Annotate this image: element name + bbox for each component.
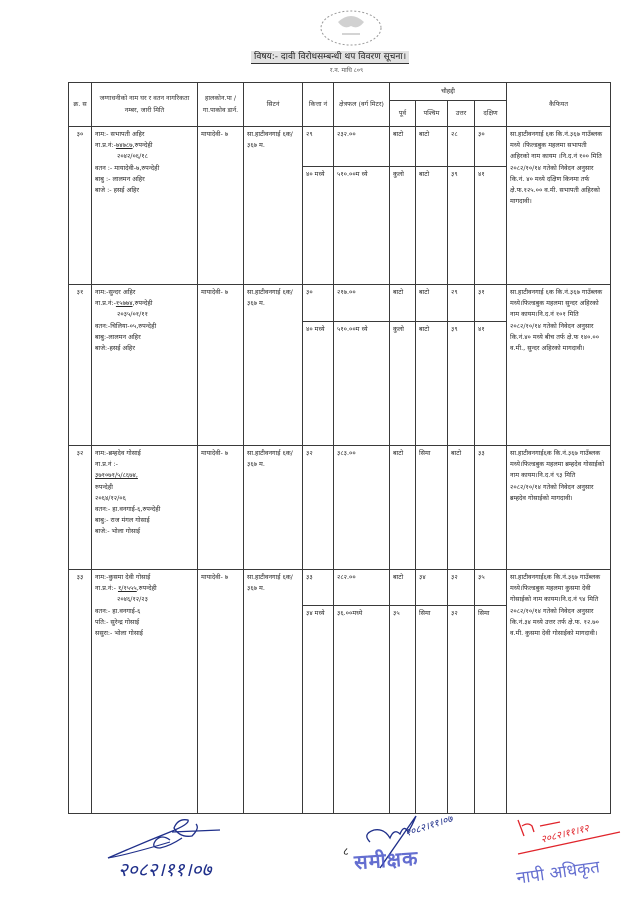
office-stamp-emblem	[318, 8, 384, 48]
row-owner	[92, 285, 198, 446]
signature-officer-date: २०८२।११।१२	[539, 823, 591, 846]
owner-husband: पति:- सुरेन्द्र गोसाई	[95, 617, 140, 626]
reviewer-stamp: समीक्षक	[353, 845, 420, 875]
parcel-kitta: ३०	[303, 285, 334, 322]
citizenship-label: ना.प्र.नं:-	[95, 141, 116, 150]
parcel-north: बाटो	[448, 446, 475, 570]
header-kitta: कित्ता नं	[303, 83, 334, 127]
parcel-area: ५१०.००म ध्ये	[334, 322, 390, 446]
parcel-kitta: ४० मध्ये	[303, 322, 334, 446]
owner-address: वतन :- मायादेवी-७,रुपन्देही	[95, 163, 160, 172]
header-remarks: कैफियत	[507, 83, 611, 127]
header-boundary: चौहद्दी	[390, 83, 507, 101]
row-remarks: सा.हाटीवनगाई६क कि.नं.३६७ गाउँब्लक मध्ये।फिल्डबुक महलमा ब्रम्हदेव गोसाईको नाम कायम।नि.द.नं ९३ मिति २०८२/१०/१४ गतेको निवेदन अनुसार ब्रम्हदेव गोसाईको मागदावी।	[507, 446, 611, 570]
parcel-north: ३९	[448, 322, 475, 446]
owner-father-in-law: ससुरा:- भोला गोसाई	[95, 629, 143, 638]
parcel-area: २३२.००	[334, 127, 390, 167]
parcel-kitta: ३२	[303, 446, 334, 570]
parcel-east: ३५	[390, 606, 416, 814]
header-west: पश्चिम	[416, 101, 448, 127]
header-sn: क्र. स	[69, 83, 92, 127]
signature-officer	[510, 812, 640, 902]
parcel-kitta: २९	[303, 127, 334, 167]
row-sn: ३१	[69, 285, 92, 446]
parcel-east: बाटो	[390, 285, 416, 322]
parcel-area: २१७.००	[334, 285, 390, 322]
parcel-east: बाटो	[390, 127, 416, 167]
parcel-south: ३०	[475, 127, 507, 167]
received-stamp: र.न. माधि ८०९	[330, 67, 364, 74]
parcel-east: कुलो	[390, 322, 416, 446]
parcel-area: ३८३.००	[334, 446, 390, 570]
row-owner	[92, 446, 198, 570]
parcel-west: सिमा	[416, 446, 448, 570]
owner-father: बाबु :- लालमन अहिर	[95, 174, 145, 183]
row-remarks: सा.हाटीवनगाई ६क कि.नं.३६७ गाउँब्लक मध्ये ।फिल्डबुक महलमा सभापती अहिरको नाम कायम ।नि.द.नं १०० मिति २०८२/१०/१४ गतेको निवेदन अनुसार कि.नं. ४० मध्ये दक्षिण किनमा तर्फ क्षे.फ.१२५.०० व.मी. सभापती अहिरको मागदावी।	[507, 127, 611, 285]
parcel-kitta: ३३	[303, 570, 334, 606]
row-sheet: सा.हाटीवनगाई ६क/३६७ म.	[244, 127, 303, 285]
citizenship-number: १/१५५५	[117, 584, 137, 593]
owner-address: वतन:- हा.वनगाई-६	[95, 606, 141, 615]
header-south: दक्षिण	[475, 101, 507, 127]
issue-date: २०४२/०६/१८	[117, 152, 148, 161]
parcel-north: ३२	[448, 570, 475, 606]
parcel-east: बाटो	[390, 570, 416, 606]
row-sheet: सा.हाटीवनगाई ६क/३६७ म.	[244, 570, 303, 814]
row-sn: ३०	[69, 127, 92, 285]
table-row	[69, 285, 611, 322]
parcel-west: बाटो	[416, 285, 448, 322]
owner-address: वतन:- हा.वनगाई-६,रुपन्देही	[95, 505, 161, 514]
header-east: पूर्व	[390, 101, 416, 127]
owner-grandfather: बाजे:-हसई अहिर	[95, 344, 135, 353]
owner-citizenship	[95, 140, 194, 151]
row-vdc: मायादेवी- ७	[198, 127, 244, 285]
header-vdc: हालकोन.पा /गा.पाकोव डार्न.	[198, 83, 244, 127]
parcel-area: ३६.००मध्ये	[334, 606, 390, 814]
citizenship-district: ,रुपन्देही	[132, 299, 153, 308]
row-sn: ३२	[69, 446, 92, 570]
citizenship-label: ना.प्र.नं:-	[95, 584, 116, 593]
row-sheet: सा.हाटीवनगाई ६क/३६७ म.	[244, 285, 303, 446]
citizenship-district: ,रुपन्देही	[136, 584, 157, 593]
citizenship-number: ३७१०७१/५/८६७४,	[95, 471, 138, 480]
parcel-south: ३५	[475, 570, 507, 606]
row-sn: ३३	[69, 570, 92, 814]
signature-reviewer-date: २०८२।११।०७	[403, 813, 455, 840]
parcel-kitta: ३४ मध्ये	[303, 606, 334, 814]
citizenship-label: ना.प्र.नं:-	[95, 299, 116, 308]
parcel-kitta: ४० मध्ये	[303, 167, 334, 285]
owner-name: नाम:- सभापती अहिर	[95, 130, 145, 138]
header-north: उत्तर	[448, 101, 475, 127]
parcel-east: कुलो	[390, 167, 416, 285]
issue-date: २०६४/१२/०६	[95, 493, 126, 502]
signature-left	[100, 818, 260, 888]
citizenship-district: रुपन्देही	[95, 482, 113, 491]
header-sheet: सिटनं	[244, 83, 303, 127]
row-remarks: सा.हाटीवनगाई६क कि.नं.३६७ गाउँब्लक मध्ये।फिल्डबुक महलमा कुसमा देवी गोसाईको नाम कायम।नि.द.नं ९४ मिति २०८२/१०/१४ गतेको निवेदन अनुसार कि.नं.३४ मध्ये उत्तर तर्फ क्षे.फ. १२.७० व.मी. कुसमा देवी गोसाईको मागदावी।	[507, 570, 611, 814]
parcel-south: ३१	[475, 285, 507, 322]
table-row	[69, 127, 611, 167]
parcel-north: ३९	[448, 167, 475, 285]
row-sheet: सा.हाटीवनगाई ६क/३६७ म.	[244, 446, 303, 570]
table-row	[69, 570, 611, 606]
row-vdc: मायादेवी- ७	[198, 570, 244, 814]
owner-father: बाबु:-लालमन अहिर	[95, 332, 141, 341]
issue-date: २०४६/१२/२३	[117, 595, 148, 604]
parcel-south: सिमा	[475, 606, 507, 814]
owner-citizenship	[95, 583, 194, 594]
owner-name: नाम:-ब्रम्हदेव गोसाई	[95, 449, 141, 457]
parcel-north: ३२	[448, 606, 475, 814]
citizenship-number: १५७७४	[115, 299, 133, 308]
parcel-north: २९	[448, 285, 475, 322]
parcel-south: ४१	[475, 167, 507, 285]
header-owner: जग्गाधनीको नाम घर र वतन नागरिकता नम्बर, जारी मिति	[92, 83, 198, 127]
owner-grandfather: बाजे:- भोला गोसाई	[95, 527, 141, 536]
owner-address: वतन:-चिलिया-०५,रुपन्देही	[95, 321, 157, 330]
owner-grandfather: बाजे :- हसई अहिर	[95, 186, 139, 195]
header-area: क्षेत्रफल (वर्ग मिटर)	[334, 83, 390, 127]
parcel-north: २८	[448, 127, 475, 167]
owner-name: नाम:-कुसमा देवी गोसाई	[95, 573, 151, 581]
citizenship-district: ,रुपन्देही	[132, 141, 153, 150]
claims-table	[68, 82, 611, 814]
parcel-east: बाटो	[390, 446, 416, 570]
row-owner	[92, 127, 198, 285]
parcel-west: सिमा	[416, 606, 448, 814]
signature-reviewer	[353, 812, 500, 902]
parcel-south: ३३	[475, 446, 507, 570]
parcel-west: बाटो	[416, 322, 448, 446]
row-vdc: मायादेवी- ७	[198, 285, 244, 446]
owner-father: बाबु:- राज मंगल गोसाई	[95, 516, 150, 525]
citizenship-label: ना.प्र.नं :-	[95, 460, 118, 469]
issue-date: २०३५/०१/११	[117, 310, 148, 319]
row-remarks: सा.हाटीवनगाई ६क कि.नं.३६७ गाउँब्लक मध्ये।फिल्डबुक महलमा सुन्दर अहिरको नाम कायम।नि.द.नं १०१ मिति २०८२/१०/१४ गतेको निवेदन अनुसार कि.नं.४० मध्ये बीच तर्फ क्षे.फ १४०.०० व.मी., सुन्दर अहिरको मागदावी।	[507, 285, 611, 446]
citizenship-number: ७४७८७	[115, 141, 133, 150]
parcel-area: ५१०.००म ध्ये	[334, 167, 390, 285]
parcel-west: ३४	[416, 570, 448, 606]
parcel-south: ४१	[475, 322, 507, 446]
parcel-area: २८२.००	[334, 570, 390, 606]
officer-stamp: नापी अधिकृत	[515, 857, 602, 889]
row-vdc: मायादेवी- ७	[198, 446, 244, 570]
parcel-west: बाटो	[416, 127, 448, 167]
page-number: ८	[343, 845, 349, 858]
signature-left-date: २०८२।११।०७	[118, 859, 212, 881]
document-title: विषय:- दावी विरोधसम्बन्धी थप विवरण सूचना।	[251, 51, 409, 64]
owner-citizenship	[95, 298, 194, 309]
row-owner	[92, 570, 198, 814]
table-row	[69, 446, 611, 570]
owner-name: नाम:-सुन्दर अहिर	[95, 288, 136, 296]
parcel-west: बाटो	[416, 167, 448, 285]
